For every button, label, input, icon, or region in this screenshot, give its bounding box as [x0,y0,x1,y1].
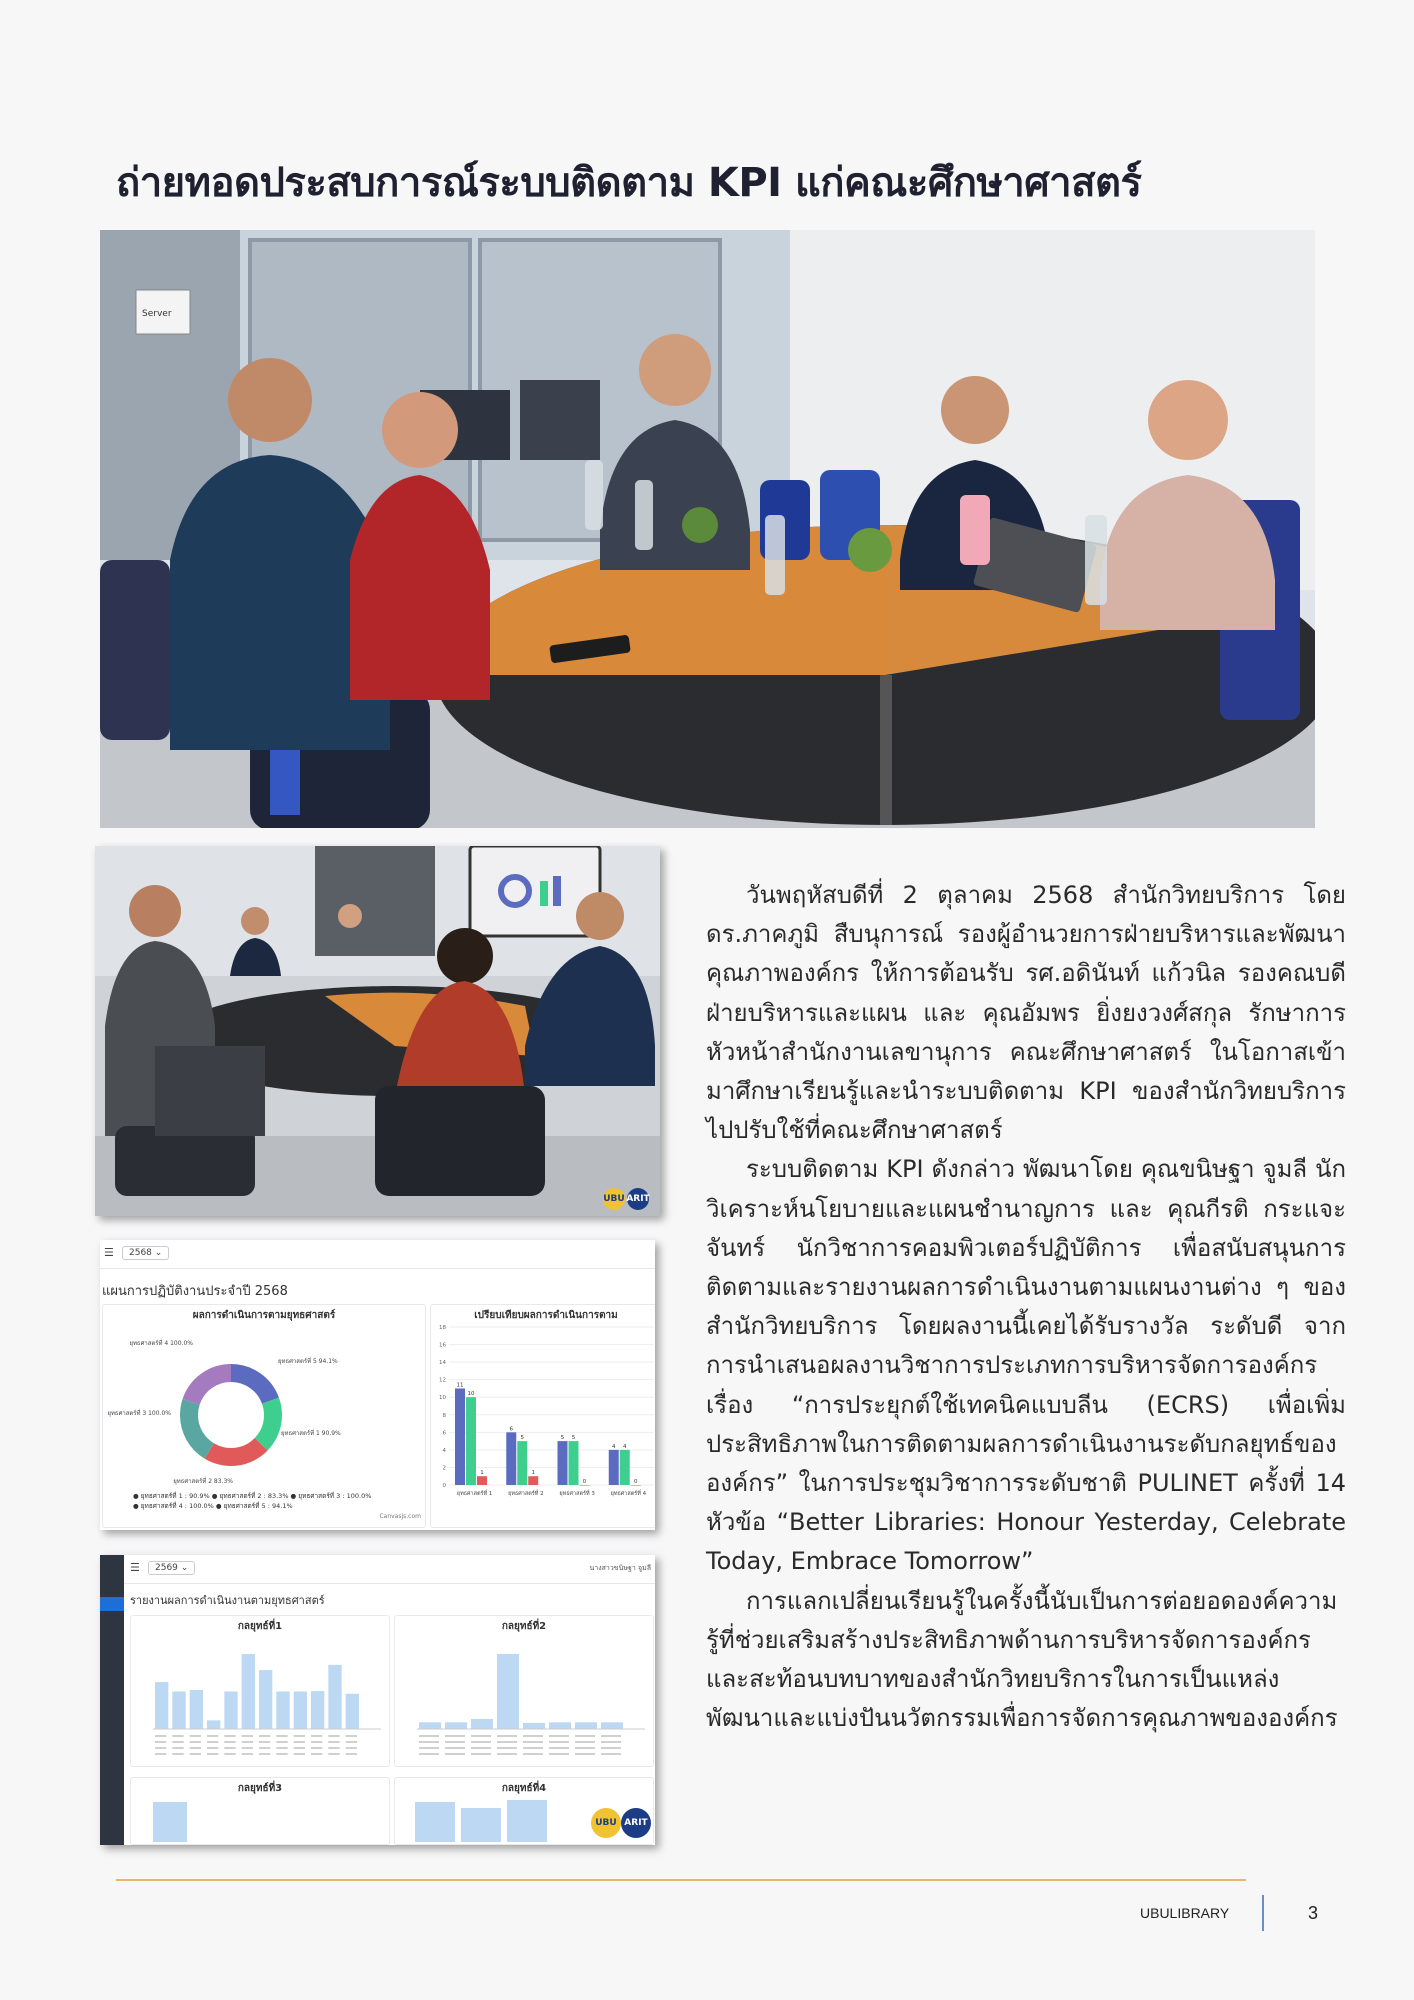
chart-credit: Canvasjs.com [379,1513,421,1520]
mini-bar [523,1723,545,1729]
mini-bar [575,1722,597,1729]
report-topbar [124,1555,655,1584]
mini-bar [497,1654,519,1729]
menu-icon[interactable]: ☰ [130,1561,140,1574]
dashboard-heading: แผนการปฏิบัติงานประจำปี 2568 [102,1284,288,1299]
group4-bar [507,1800,547,1842]
mini-bar [207,1720,220,1729]
bar-category-label: ยุทธศาสตร์ที่ 4 [610,1491,647,1497]
bar-y-tick: 2 [442,1465,446,1472]
article-paragraph-2: ระบบติดตาม KPI ดังกล่าว พัฒนาโดย คุณขนิษฐา จูมลี นักวิเคราะห์นโยบายและแผนชำนาญการ และ คุณกีรติ กระแจะจันทร์ นักวิชาการคอมพิวเตอร์ปฏิบัติการ เพื่อสนับสนุนการติดตามและรายงานผลการดำเนินงานตามแผนงานต่าง ๆ ของสำนักวิทยบริการ โดยผลงานนี้เคยได้รับรางวัล ระดับดี จากการนำเสนอผลงานวิชาการประเภทการบริหารจัดการองค์กร เรื่อง “การประยุกต์ใช้เทคนิคแบบลีน (ECRS) เพื่อเพิ่มประสิทธิภาพในการติดตามผลการดำเนินงานระดับกลยุทธ์ขององค์กร” ในการประชุมวิชาการระดับชาติ PULINET ครั้งที่ 14 หัวข้อ “Better Libraries: Honour Yesterday, Celebrate Today, Embrace Tomorrow” [706,1155,1346,1576]
bar-4-1 [609,1450,619,1485]
bar-chart [431,1323,655,1523]
donut-legend-row-2: ● ยุทธศาสตร์ที่ 4 : 100.0% ● ยุทธศาสตร์ที่ 5 : 94.1% [133,1502,293,1510]
mini-bar [471,1719,493,1729]
mini-bar [172,1692,185,1730]
page-number: 3 [1308,1903,1319,1923]
bar-value-label: 4 [612,1443,616,1450]
bar-2-3 [528,1476,538,1485]
mini-bar [190,1690,203,1729]
mini-bar [601,1722,623,1729]
server-sign-text: Server [142,309,172,319]
meeting-photo-main [100,230,1315,828]
ubu-logo-icon: UBU [603,1188,625,1210]
bar-value-label: 6 [509,1426,513,1433]
group4-title: กลยุทธ์ที่4 [501,1783,547,1794]
bar-value-label: 5 [560,1435,565,1442]
group4-bar [415,1802,455,1842]
bar-4-3 [631,1485,641,1486]
arit-logo-icon: ARIT [621,1808,651,1838]
bar-value-label: 11 [456,1382,464,1389]
group2-bars [395,1634,653,1764]
mini-bar [276,1692,289,1730]
bar-value-label: 5 [520,1435,524,1442]
group3-title: กลยุทธ์ที่3 [237,1783,283,1794]
article-title: ถ่ายทอดประสบการณ์ระบบติดตาม KPI แก่คณะศึกษาศาสตร์ [116,160,1142,206]
mini-bar [346,1694,359,1729]
article-paragraph-3: การแลกเปลี่ยนเรียนรู้ในครั้งนี้นับเป็นการต่อยอดองค์ความรู้ที่ช่วยเสริมสร้างประสิทธิภาพด้านการบริหารจัดการองค์กร และสะท้อนบทบาทของสำนักวิทยบริการในการเป็นแหล่งพัฒนาและแบ่งปันนวัตกรรมเพื่อการจัดการคุณภาพขององค์กร [706,1586,1338,1733]
bar-y-tick: 12 [439,1377,446,1384]
bar-2-1 [506,1432,516,1485]
year-select[interactable]: 2569 ⌄ [148,1561,195,1575]
sidebar-active-item[interactable] [100,1597,124,1611]
bar-1-3 [477,1476,487,1485]
bar-category-label: ยุทธศาสตร์ที่ 2 [508,1491,544,1497]
group3-bar [153,1802,187,1842]
year-select[interactable]: 2568 ⌄ [122,1246,169,1260]
article-body [706,876,1346,1738]
report-heading: รายงานผลการดำเนินงานตามยุทธศาสตร์ [130,1594,325,1607]
bar-y-tick: 16 [439,1342,446,1349]
bar-y-tick: 14 [439,1360,446,1367]
bar-3-3 [580,1485,590,1486]
bar-chart-title: เปรียบเทียบผลการดำเนินการตาม [474,1310,618,1321]
arit-logo-icon: ARIT [627,1188,649,1210]
mini-bar [294,1692,307,1730]
bar-value-label: 0 [634,1479,638,1485]
bar-category-label: ยุทธศาสตร์ที่ 3 [559,1491,595,1497]
group4-bar [461,1808,501,1842]
group2-card [394,1615,654,1767]
mini-bar [549,1722,571,1729]
mini-bar [328,1665,341,1729]
bar-value-label: 10 [467,1391,475,1398]
bar-1-1 [455,1388,465,1485]
donut-label-3: ยุทธศาสตร์ที่ 3 100.0% [107,1410,171,1417]
donut-label-5: ยุทธศาสตร์ที่ 2 83.3% [173,1478,233,1485]
year-select-value: 2568 [129,1248,152,1258]
bar-1-2 [466,1397,476,1485]
footer-label: UBULIBRARY [1140,1905,1230,1921]
donut-label-2: ยุทธศาสตร์ที่ 5 94.1% [278,1358,338,1365]
footer-rule [116,1879,1246,1881]
bar-card [430,1304,655,1528]
bar-value-label: 4 [623,1443,627,1450]
bar-value-label: 1 [480,1470,484,1477]
donut-label-4: ยุทธศาสตร์ที่ 1 90.9% [281,1430,341,1437]
donut-chart-title: ผลการดำเนินการตามยุทธศาสตร์ [192,1310,336,1321]
group2-title: กลยุทธ์ที่2 [501,1621,547,1632]
report-sidebar [100,1555,124,1845]
mini-bar [224,1692,237,1730]
menu-icon[interactable]: ☰ [104,1246,114,1259]
bar-3-1 [558,1441,568,1485]
donut-chart [103,1323,425,1493]
mini-bar [419,1722,441,1729]
article-paragraph-1: วันพฤหัสบดีที่ 2 ตุลาคม 2568 สำนักวิทยบริการ โดย ดร.ภาคภูมิ สืบนุการณ์ รองผู้อำนวยการฝ่ายบริหารและพัฒนาคุณภาพองค์กร ให้การต้อนรับ รศ.อดินันท์ แก้วนิล รองคณบดีฝ่ายบริหารและแผน และ คุณอัมพร ยิ่งยงวงศ์สกุล รักษาการหัวหน้าสำนักงานเลขานุการ คณะศึกษาศาสตร์ ในโอกาสเข้ามาศึกษาเรียนรู้และนำระบบติดตาม KPI ของสำนักวิทยบริการไปปรับใช้ที่คณะศึกษาศาสตร์ [706,881,1346,1145]
bar-y-tick: 4 [442,1447,446,1454]
bar-value-label: 5 [571,1435,576,1442]
mini-bar [445,1722,467,1729]
footer-divider [1262,1895,1264,1931]
bar-y-tick: 8 [442,1412,446,1419]
mini-bar [155,1682,168,1729]
bar-y-tick: 0 [442,1483,446,1489]
bar-value-label: 0 [582,1479,587,1485]
bar-3-2 [569,1441,579,1485]
group4-card [394,1777,654,1845]
bar-y-tick: 18 [439,1325,446,1331]
group1-bars [131,1634,389,1764]
kpi-dashboard-screenshot [100,1240,655,1530]
year-select-value: 2569 [155,1563,178,1573]
ubu-logo-icon: UBU [591,1808,621,1838]
bar-category-label: ยุทธศาสตร์ที่ 1 [456,1491,493,1497]
bar-y-tick: 6 [442,1430,446,1437]
mini-bar [311,1691,324,1729]
meeting-photo-secondary [95,846,660,1216]
strategy-report-screenshot [100,1555,655,1845]
bar-y-tick: 10 [439,1395,446,1402]
mini-bar [259,1670,272,1729]
mini-bar [242,1654,255,1729]
donut-label-1: ยุทธศาสตร์ที่ 4 100.0% [129,1340,193,1347]
group1-card [130,1615,390,1767]
bar-4-2 [620,1450,630,1485]
dashboard-topbar [100,1240,655,1269]
bar-2-2 [517,1441,527,1485]
bar-value-label: 1 [531,1470,535,1477]
group1-title: กลยุทธ์ที่1 [237,1621,283,1632]
user-name[interactable]: นางสาวขนิษฐา จูมลี [589,1564,651,1572]
donut-card [102,1304,426,1528]
donut-legend-row-1: ● ยุทธศาสตร์ที่ 1 : 90.9% ● ยุทธศาสตร์ที่ 2 : 83.3% ● ยุทธศาสตร์ที่ 3 : 100.0% [133,1492,372,1500]
group3-card [130,1777,390,1845]
